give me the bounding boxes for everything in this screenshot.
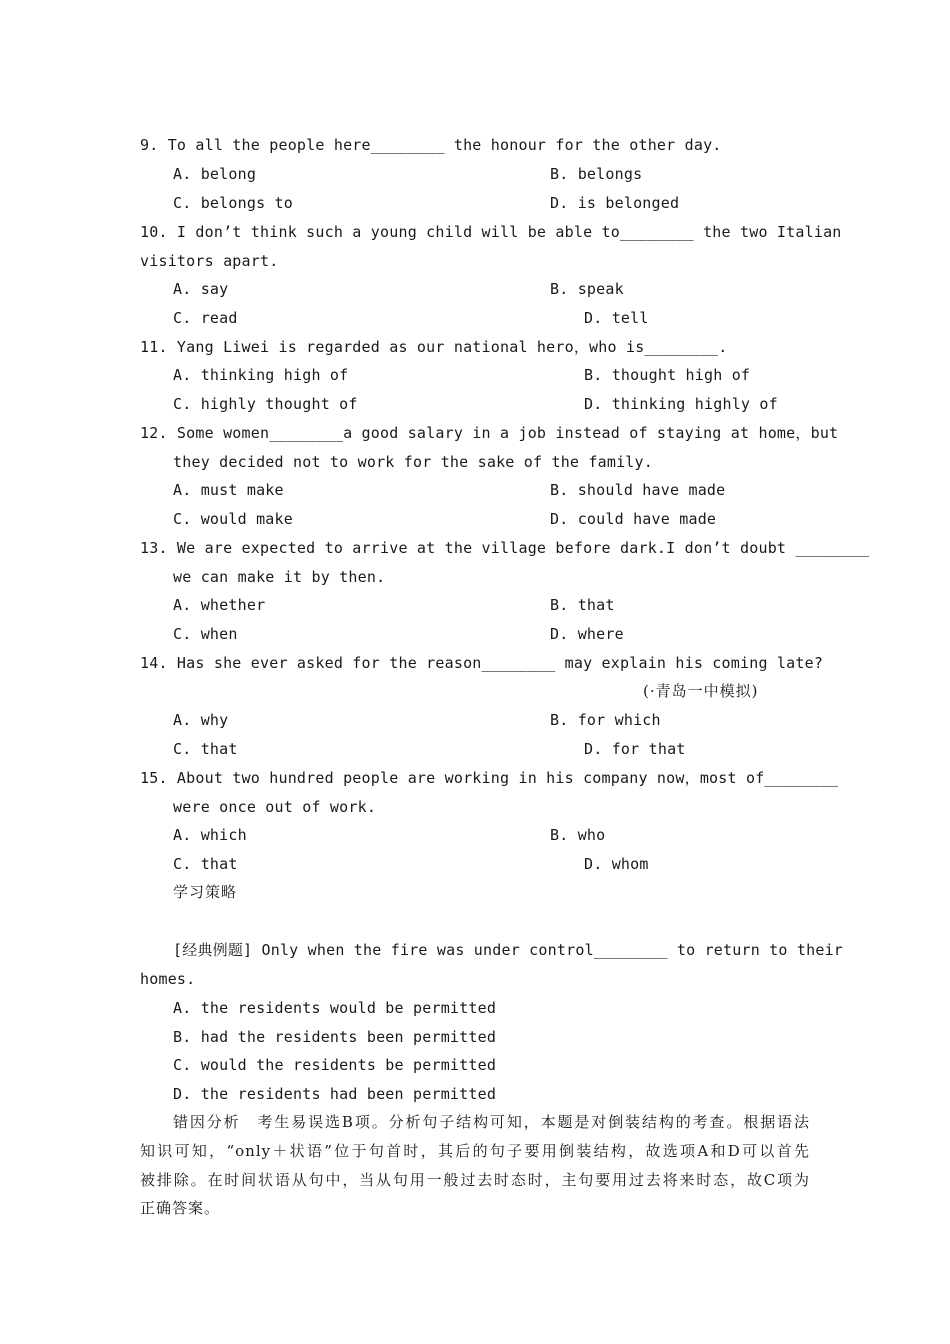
question-13-option-c: C. when (173, 625, 238, 643)
example-option-d: D. the residents had been permitted (173, 1085, 497, 1103)
question-15-option-a: A. which (173, 826, 247, 844)
question-13-stem: 13. We are expected to arrive at the village before dark.I don’t doubt ________ (140, 539, 870, 557)
question-11-option-d: D. thinking highly of (584, 395, 778, 413)
example-option-b: B. had the residents been permitted (173, 1028, 497, 1046)
question-12-option-a: A. must make (173, 481, 284, 499)
example-option-c: C. would the residents be permitted (173, 1056, 497, 1074)
question-10-option-d: D. tell (584, 309, 649, 327)
question-10-option-a: A. say (173, 280, 229, 298)
question-10-option-c: C. read (173, 309, 238, 327)
question-15-stem: 15. About two hundred people are working in his company now，most of________ (140, 769, 839, 787)
question-9-option-a: A. belong (173, 165, 257, 183)
question-12-option-c: C. would make (173, 510, 293, 528)
question-15-option-b: B. who (550, 826, 606, 844)
example-option-a: A. the residents would be permitted (173, 999, 497, 1017)
question-13-option-a: A. whether (173, 596, 266, 614)
question-10-stem-cont: visitors apart. (140, 252, 279, 270)
analysis-line-4: 正确答案。 (140, 1199, 221, 1217)
example-question-stem-cont: homes. (140, 970, 196, 988)
question-9-option-b: B. belongs (550, 165, 643, 183)
question-15-stem-cont: were once out of work. (173, 798, 377, 816)
example-question-stem: [经典例题] Only when the fire was under control________ to return to their (173, 941, 844, 959)
section-heading: 学习策略 (173, 883, 238, 901)
question-13-stem-cont: we can make it by then. (173, 568, 386, 586)
question-15-option-c: C. that (173, 855, 238, 873)
question-10-stem: 10. I don’t think such a young child will be able to________ the two Italian (140, 223, 842, 241)
question-14-stem: 14. Has she ever asked for the reason________ may explain his coming late? (140, 654, 824, 672)
question-13-option-b: B. that (550, 596, 615, 614)
question-12-option-d: D. could have made (550, 510, 717, 528)
question-9-option-c: C. belongs to (173, 194, 293, 212)
analysis-line-3: 被排除。在时间状语从句中，当从句用一般过去时态时，主句要用过去将来时态，故C项为 (140, 1171, 810, 1189)
question-12-stem-cont: they decided not to work for the sake of the family. (173, 453, 653, 471)
question-11-option-a: A. thinking high of (173, 366, 349, 384)
question-14-option-d: D. for that (584, 740, 686, 758)
question-15-option-d: D. whom (584, 855, 649, 873)
question-10-option-b: B. speak (550, 280, 624, 298)
question-14-option-b: B. for which (550, 711, 661, 729)
question-9-option-d: D. is belonged (550, 194, 680, 212)
question-12-stem: 12. Some women________a good salary in a job instead of staying at home，but (140, 424, 839, 442)
question-11-option-c: C. highly thought of (173, 395, 358, 413)
question-11-option-b: B. thought high of (584, 366, 751, 384)
question-13-option-d: D. where (550, 625, 624, 643)
question-14-source: (·青岛一中模拟) (643, 682, 759, 700)
question-14-option-c: C. that (173, 740, 238, 758)
analysis-line-2: 知识可知，“only＋状语”位于句首时，其后的句子要用倒装结构，故选项A和D可以首先 (140, 1142, 810, 1160)
question-9-stem: 9. To all the people here________ the honour for the other day. (140, 136, 722, 154)
question-11-stem: 11. Yang Liwei is regarded as our national hero，who is________. (140, 338, 728, 356)
question-14-option-a: A. why (173, 711, 229, 729)
question-12-option-b: B. should have made (550, 481, 726, 499)
analysis-line-1: 错因分析 考生易误选B项。分析句子结构可知，本题是对倒装结构的考查。根据语法 (173, 1113, 810, 1131)
